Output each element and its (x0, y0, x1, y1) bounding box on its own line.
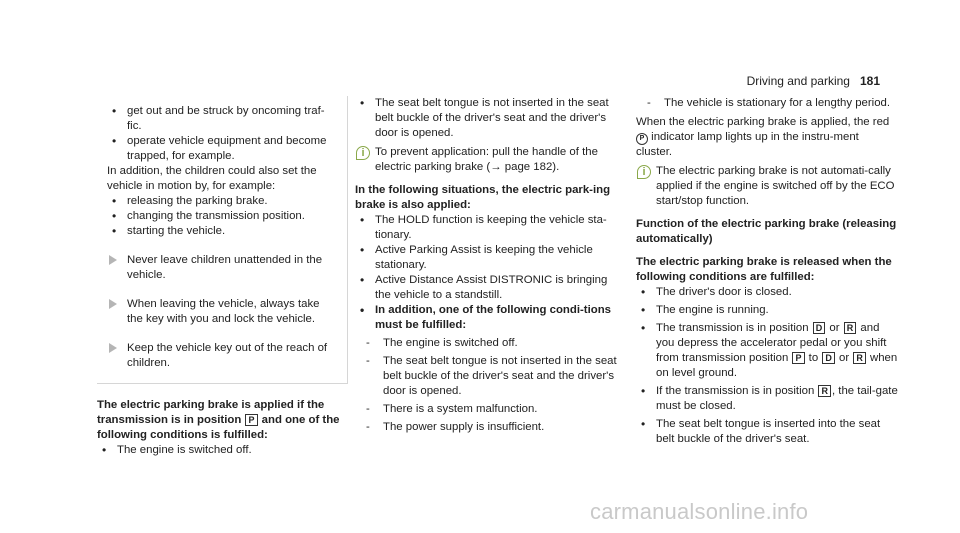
dash-list (361, 336, 625, 435)
p-position-key-icon: P (245, 414, 257, 426)
info-note-icon: i (637, 165, 651, 179)
warning-box (97, 96, 348, 384)
list-item: • operate vehicle equipment and become trapped, for example. (107, 134, 337, 164)
list-item: - The seat belt tongue is not inserted in the seat belt buckle of the driver's seat and the driver's door is opened. (361, 354, 625, 399)
warning-item (107, 253, 337, 283)
list-item: - The power supply is insufficient. (361, 420, 625, 435)
list-item: • The seat belt tongue is inserted into the seat belt buckle of the driver's seat. (636, 417, 898, 447)
column-middle (355, 96, 625, 435)
list-item: - There is a system malfunction. (361, 402, 625, 417)
d-position-key-icon: D (822, 352, 835, 364)
r-position-key-icon: R (818, 385, 831, 397)
list-item: - The engine is switched off. (361, 336, 625, 351)
p-position-key-icon: P (792, 352, 804, 364)
warning-text: When leaving the vehicle, always take the key with you and lock the vehicle. (127, 298, 320, 325)
parking-brake-lamp-icon: P (636, 133, 648, 145)
dash-list (642, 96, 898, 111)
bullet-list (107, 194, 337, 239)
r-position-key-icon: R (844, 322, 857, 334)
bullet-list (107, 104, 337, 164)
list-item: • In addition, one of the following condi-tions must be fulfilled: (355, 303, 625, 333)
list-item: • The engine is switched off. (97, 443, 349, 458)
paragraph: When the electric parking brake is applied, the red P indicator lamp lights up in the instru-ment cluster. (636, 116, 890, 158)
warning-triangle-icon (109, 343, 117, 353)
list-item: • If the transmission is in position R , the tail-gate must be closed. (636, 384, 898, 414)
d-position-key-icon: D (813, 322, 826, 334)
section-heading: Function of the electric parking brake (releasing automatically) (636, 218, 897, 245)
list-item: • The driver's door is closed. (636, 285, 898, 300)
note (355, 145, 625, 175)
section-title: Driving and parking (746, 74, 850, 88)
note-text: To prevent application: pull the handle of the electric parking brake (→ page 182). (375, 146, 598, 173)
list-item: • Active Parking Assist is keeping the vehicle stationary. (355, 243, 625, 273)
list-item: • The seat belt tongue is not inserted in the seat belt buckle of the driver's seat and the driver's door is opened. (355, 96, 625, 141)
info-note-icon: i (356, 146, 370, 160)
section-heading: In the following situations, the electric park-ing brake is also applied: (355, 184, 611, 211)
warning-item (107, 341, 337, 371)
note (636, 164, 898, 209)
list-item: • The engine is running. (636, 303, 898, 318)
list-item: • starting the vehicle. (107, 224, 337, 239)
warning-triangle-icon (109, 299, 117, 309)
list-item: • Active Distance Assist DISTRONIC is bringing the vehicle to a standstill. (355, 273, 625, 303)
watermark: carmanualsonline.info (590, 499, 809, 524)
list-item: - The vehicle is stationary for a lengthy period. (642, 96, 898, 111)
page-number: 181 (859, 74, 880, 88)
list-item: • releasing the parking brake. (107, 194, 337, 209)
section-heading: The electric parking brake is released when the following conditions are fulfilled: (636, 256, 892, 283)
warning-triangle-icon (109, 255, 117, 265)
list-item: • changing the transmission position. (107, 209, 337, 224)
bullet-list (97, 443, 349, 458)
bullet-list (355, 96, 625, 141)
paragraph: In addition, the children could also set the vehicle in motion by, for example: (107, 165, 317, 192)
bullet-list (355, 213, 625, 333)
warning-text: Keep the vehicle key out of the reach of children. (127, 342, 328, 369)
r-position-key-icon: R (853, 352, 866, 364)
note-text: The electric parking brake is not automati-cally applied if the engine is switched off by the ECO start/stop function. (656, 165, 895, 207)
page-header (747, 74, 880, 88)
column-left (97, 96, 349, 458)
warning-item (107, 297, 337, 327)
list-item: • The HOLD function is keeping the vehicle sta-tionary. (355, 213, 625, 243)
section-heading: The electric parking brake is applied if the transmission is in position P and one of the following conditions is fulfilled: (97, 399, 340, 441)
warning-text: Never leave children unattended in the vehicle. (127, 254, 323, 281)
column-right (636, 96, 898, 447)
list-item: • get out and be struck by oncoming traf-fic. (107, 104, 337, 134)
list-item: • The transmission is in position D or R and you depress the accelerator pedal or you shift from transmission position P to D or R when on level ground. (636, 321, 898, 381)
bullet-list (636, 285, 898, 447)
